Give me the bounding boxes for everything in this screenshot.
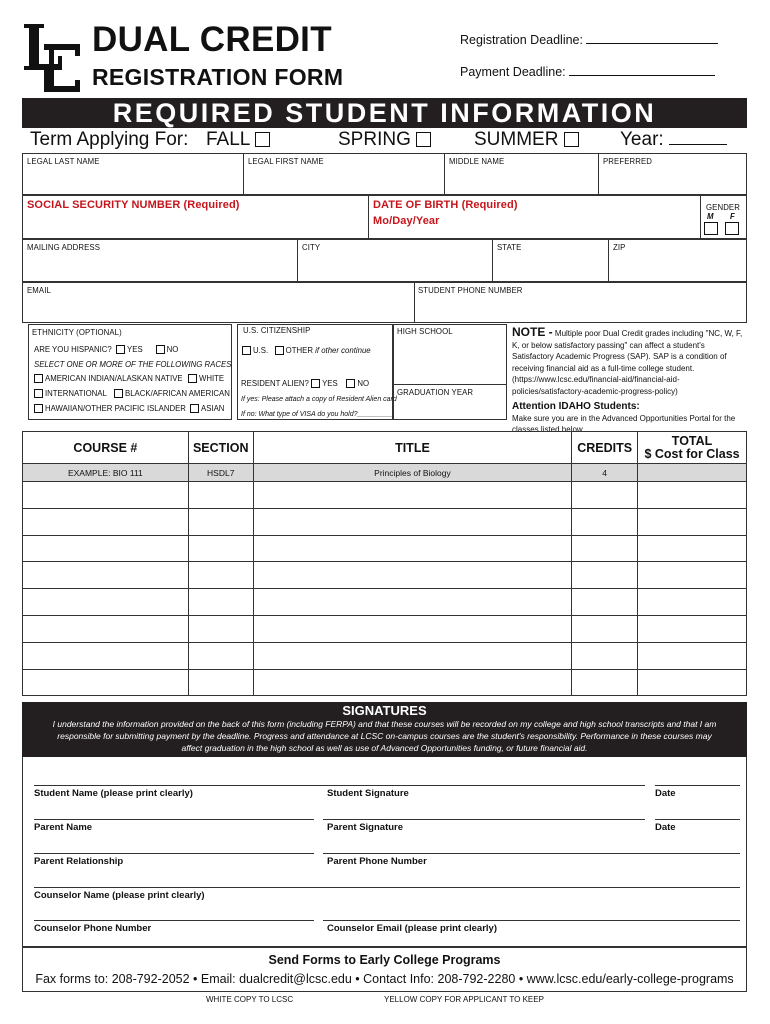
title-cell[interactable] <box>253 642 571 669</box>
black-label: BLACK/AFRICAN AMERICAN <box>125 389 230 398</box>
table-row[interactable] <box>23 615 747 642</box>
title-cell[interactable] <box>253 562 571 589</box>
hispanic-no-label: NO <box>166 345 179 354</box>
credits-cell[interactable] <box>572 669 638 696</box>
form-title: DUAL CREDIT <box>92 20 332 59</box>
hispanic-yes-label: YES <box>127 345 143 354</box>
example-credits: 4 <box>572 464 638 482</box>
table-row[interactable] <box>23 508 747 535</box>
resident-no-label: NO <box>357 379 370 388</box>
table-row[interactable] <box>23 562 747 589</box>
term-spring[interactable] <box>338 129 431 151</box>
parent-relationship-line[interactable] <box>34 853 314 854</box>
citizenship-box <box>237 324 393 420</box>
parent-signature-line[interactable] <box>323 819 645 820</box>
legal-last-name-field[interactable]: LEGAL LAST NAME <box>27 157 100 166</box>
total-header-line2: $ Cost for Class <box>644 446 740 461</box>
parent-phone-line[interactable] <box>323 853 740 854</box>
graduation-year-field[interactable]: GRADUATION YEAR <box>397 388 474 397</box>
us-label: U.S. <box>253 346 269 355</box>
note-title: NOTE - <box>512 325 553 339</box>
section-cell[interactable] <box>188 642 253 669</box>
select-races-note: SELECT ONE OR MORE OF THE FOLLOWING RACES <box>34 360 232 369</box>
email-row <box>22 282 747 323</box>
example-row <box>23 464 747 482</box>
section-cell[interactable] <box>188 589 253 616</box>
student-name-label: Student Name (please print clearly) <box>34 788 193 799</box>
school-box <box>393 324 507 420</box>
resident-attach-note: If yes: Please attach a copy of Resident Alien card <box>241 396 397 403</box>
example-title: Principles of Biology <box>253 464 571 482</box>
section-cell[interactable] <box>188 562 253 589</box>
payment-deadline-line[interactable] <box>569 64 715 76</box>
preferred-name-field[interactable]: PREFERRED <box>603 157 652 166</box>
counselor-name-line[interactable] <box>34 887 740 888</box>
resident-question-text: RESIDENT ALIEN? <box>241 379 309 388</box>
credits-cell[interactable] <box>572 642 638 669</box>
idaho-title: Attention IDAHO Students: <box>512 401 640 412</box>
gender-f-checkbox[interactable] <box>725 222 739 235</box>
hispanic-yes-checkbox[interactable] <box>116 345 125 354</box>
course-cell[interactable] <box>23 669 189 696</box>
summer-checkbox[interactable] <box>564 132 579 147</box>
state-field[interactable]: STATE <box>497 243 522 252</box>
white-label: WHITE <box>199 374 225 383</box>
title-cell[interactable] <box>253 669 571 696</box>
title-cell[interactable] <box>253 508 571 535</box>
asian-checkbox[interactable] <box>190 404 199 413</box>
hispanic-no-checkbox[interactable] <box>156 345 165 354</box>
signatures-title: SIGNATURES <box>342 703 427 718</box>
student-date-line[interactable] <box>655 785 740 786</box>
student-signature-line[interactable] <box>323 785 645 786</box>
race-white[interactable] <box>188 374 224 383</box>
cost-cell[interactable] <box>638 669 747 696</box>
title-cell[interactable] <box>253 535 571 562</box>
cost-cell[interactable] <box>638 562 747 589</box>
section-cell[interactable] <box>188 508 253 535</box>
white-checkbox[interactable] <box>188 374 197 383</box>
course-cell[interactable] <box>23 535 189 562</box>
section-cell[interactable] <box>188 535 253 562</box>
cost-cell[interactable] <box>638 535 747 562</box>
table-row[interactable] <box>23 642 747 669</box>
footer-contact[interactable]: Fax forms to: 208-792-2052 • Email: dualcredit@lcsc.edu • Contact Info: 208-792-2280 • www.lcsc.edu/early-college-programs <box>35 972 734 986</box>
term-label: Term Applying For: <box>30 129 189 150</box>
table-row[interactable] <box>23 669 747 696</box>
resident-yes-label: YES <box>322 379 338 388</box>
signatures-area <box>22 757 747 947</box>
signatures-disclaimer-2: responsible for submitting payment by the deadline. Progress and attendance at LCSC on-campus courses are the student's responsibility. Performance in these courses may <box>57 731 712 741</box>
dob-format: Mo/Day/Year <box>373 215 440 227</box>
example-cost <box>638 464 747 482</box>
signatures-disclaimer-3: affect graduation in the high school as well as use of Advanced Opportunities funding, or future financial aid. <box>181 743 588 753</box>
parent-phone-label: Parent Phone Number <box>327 856 427 867</box>
zip-field[interactable]: ZIP <box>613 243 626 252</box>
lc-monogram-icon <box>22 22 82 94</box>
fall-label: FALL <box>206 129 250 150</box>
year-label: Year: <box>620 129 664 150</box>
term-fall[interactable] <box>206 129 270 151</box>
payment-deadline[interactable] <box>460 64 715 79</box>
address-row <box>22 239 747 282</box>
table-row[interactable] <box>23 535 747 562</box>
email-field[interactable]: EMAIL <box>27 286 51 295</box>
total-header-line1: TOTAL <box>671 433 713 448</box>
race-asian[interactable] <box>190 404 224 413</box>
payment-deadline-label: Payment Deadline: <box>460 65 566 79</box>
race-black[interactable] <box>114 389 230 398</box>
section-cell[interactable] <box>188 482 253 509</box>
international-label: INTERNATIONAL <box>45 389 107 398</box>
student-signature-label: Student Signature <box>327 788 409 799</box>
other-label: OTHER <box>285 346 313 355</box>
table-row[interactable] <box>23 589 747 616</box>
form-subtitle: REGISTRATION FORM <box>92 64 344 90</box>
example-section: HSDL7 <box>188 464 253 482</box>
spring-label: SPRING <box>338 129 411 150</box>
footer-send: Send Forms to Early College Programs <box>268 953 501 967</box>
dob-field[interactable]: DATE OF BIRTH (Required) <box>373 199 518 211</box>
signatures-disclaimer-1: I understand the information provided on the back of this form (including FERPA) and that these courses will be recorded on my college and high school transcripts and that I am <box>52 719 717 729</box>
course-cell[interactable] <box>23 589 189 616</box>
counselor-phone-label: Counselor Phone Number <box>34 923 152 934</box>
white-copy-note: WHITE COPY TO LCSC <box>206 995 294 1004</box>
citizenship-label: U.S. CITIZENSHIP <box>243 326 311 335</box>
black-checkbox[interactable] <box>114 389 123 398</box>
title-header: TITLE <box>253 432 571 464</box>
courses-table <box>22 431 747 696</box>
parent-relationship-label: Parent Relationship <box>34 856 124 867</box>
credits-cell[interactable] <box>572 562 638 589</box>
title-cell[interactable] <box>253 482 571 509</box>
section-banner: REQUIRED STUDENT INFORMATION <box>22 98 747 128</box>
am-indian-label: AMERICAN INDIAN/ALASKAN NATIVE <box>45 374 183 383</box>
hispanic-question-text: ARE YOU HISPANIC? <box>34 345 112 354</box>
international-checkbox[interactable] <box>34 389 43 398</box>
city-field[interactable]: CITY <box>302 243 321 252</box>
high-school-field[interactable]: HIGH SCHOOL <box>397 327 453 336</box>
registration-deadline-label: Registration Deadline: <box>460 33 583 47</box>
credits-header: CREDITS <box>572 432 638 464</box>
parent-signature-label: Parent Signature <box>327 822 404 833</box>
idaho-body: Make sure you are in the Advanced Opportunities Portal for the classes listed below. <box>512 413 736 434</box>
summer-label: SUMMER <box>474 129 559 150</box>
credits-cell[interactable] <box>572 535 638 562</box>
footer-box <box>22 947 747 992</box>
asian-label: ASIAN <box>201 404 225 413</box>
us-checkbox[interactable] <box>242 346 251 355</box>
counselor-phone-line[interactable] <box>34 920 314 921</box>
signatures-header <box>22 702 747 757</box>
credits-cell[interactable] <box>572 589 638 616</box>
year-line[interactable] <box>669 129 727 145</box>
student-date-label: Date <box>655 788 676 799</box>
resident-alien-question <box>241 379 369 388</box>
race-am-indian[interactable] <box>34 374 183 383</box>
resident-no-checkbox[interactable] <box>346 379 355 388</box>
race-international[interactable] <box>34 389 107 398</box>
fall-checkbox[interactable] <box>255 132 270 147</box>
hawaiian-checkbox[interactable] <box>34 404 43 413</box>
cost-cell[interactable] <box>638 589 747 616</box>
parent-date-line[interactable] <box>655 819 740 820</box>
cost-cell[interactable] <box>638 642 747 669</box>
title-cell[interactable] <box>253 615 571 642</box>
course-number-header: COURSE # <box>23 432 189 464</box>
mailing-address-field[interactable]: MAILING ADDRESS <box>27 243 100 252</box>
term-year[interactable] <box>620 129 727 151</box>
gender-m-label: M <box>707 212 714 221</box>
credits-cell[interactable] <box>572 615 638 642</box>
middle-name-field[interactable]: MIDDLE NAME <box>449 157 505 166</box>
section-cell[interactable] <box>188 669 253 696</box>
counselor-email-label: Counselor Email (please print clearly) <box>327 923 497 934</box>
section-header: SECTION <box>188 432 253 464</box>
sap-note <box>512 327 747 436</box>
student-name-line[interactable] <box>34 785 334 786</box>
gender-m-checkbox[interactable] <box>704 222 718 235</box>
resident-yes-checkbox[interactable] <box>311 379 320 388</box>
credits-cell[interactable] <box>572 508 638 535</box>
course-cell[interactable] <box>23 508 189 535</box>
hispanic-question <box>34 345 178 354</box>
hawaiian-label: HAWAIIAN/OTHER PACIFIC ISLANDER <box>45 404 186 413</box>
course-cell[interactable] <box>23 562 189 589</box>
title-cell[interactable] <box>253 589 571 616</box>
cost-cell[interactable] <box>638 615 747 642</box>
cost-cell[interactable] <box>638 482 747 509</box>
course-cell[interactable] <box>23 482 189 509</box>
term-row <box>22 128 747 153</box>
table-row[interactable] <box>23 482 747 509</box>
term-summer[interactable] <box>474 129 579 151</box>
other-checkbox[interactable] <box>275 346 284 355</box>
spring-checkbox[interactable] <box>416 132 431 147</box>
counselor-name-label: Counselor Name (please print clearly) <box>34 890 205 901</box>
example-course: EXAMPLE: BIO 111 <box>23 464 189 482</box>
race-hawaiian[interactable] <box>34 404 186 413</box>
section-cell[interactable] <box>188 615 253 642</box>
ethnicity-label: ETHNICITY (OPTIONAL) <box>32 328 122 337</box>
ssn-field[interactable]: SOCIAL SECURITY NUMBER (Required) <box>27 199 240 211</box>
am-indian-checkbox[interactable] <box>34 374 43 383</box>
cost-cell[interactable] <box>638 508 747 535</box>
yellow-copy-note: YELLOW COPY FOR APPLICANT TO KEEP <box>384 995 544 1004</box>
visa-note: If no: What type of VISA do you hold?_________ <box>241 411 393 418</box>
registration-deadline[interactable] <box>460 32 718 47</box>
student-phone-field[interactable]: STUDENT PHONE NUMBER <box>418 286 523 295</box>
total-cost-header <box>638 432 747 464</box>
credits-cell[interactable] <box>572 482 638 509</box>
parent-name-label: Parent Name <box>34 822 93 833</box>
citizenship-options <box>242 346 371 355</box>
parent-date-label: Date <box>655 822 676 833</box>
course-cell[interactable] <box>23 615 189 642</box>
legal-first-name-field[interactable]: LEGAL FIRST NAME <box>248 157 324 166</box>
counselor-email-line[interactable] <box>323 920 740 921</box>
note-body: Multiple poor Dual Credit grades including "NC, W, F, K, or below satisfactory passing" can affect a student's Satisfactory Academic Progress (SAP). SAP is a condition of receiving financial aid as a full-time college student. (https://www.lcsc.edu/financial-aid/financial-aid-policies/satisfactory-academic-progress-policy) <box>512 329 743 396</box>
course-cell[interactable] <box>23 642 189 669</box>
other-note: if other continue <box>315 346 371 355</box>
parent-name-line[interactable] <box>34 819 314 820</box>
registration-deadline-line[interactable] <box>586 32 718 44</box>
gender-label: GENDER <box>706 203 740 212</box>
gender-f-label: F <box>730 212 735 221</box>
